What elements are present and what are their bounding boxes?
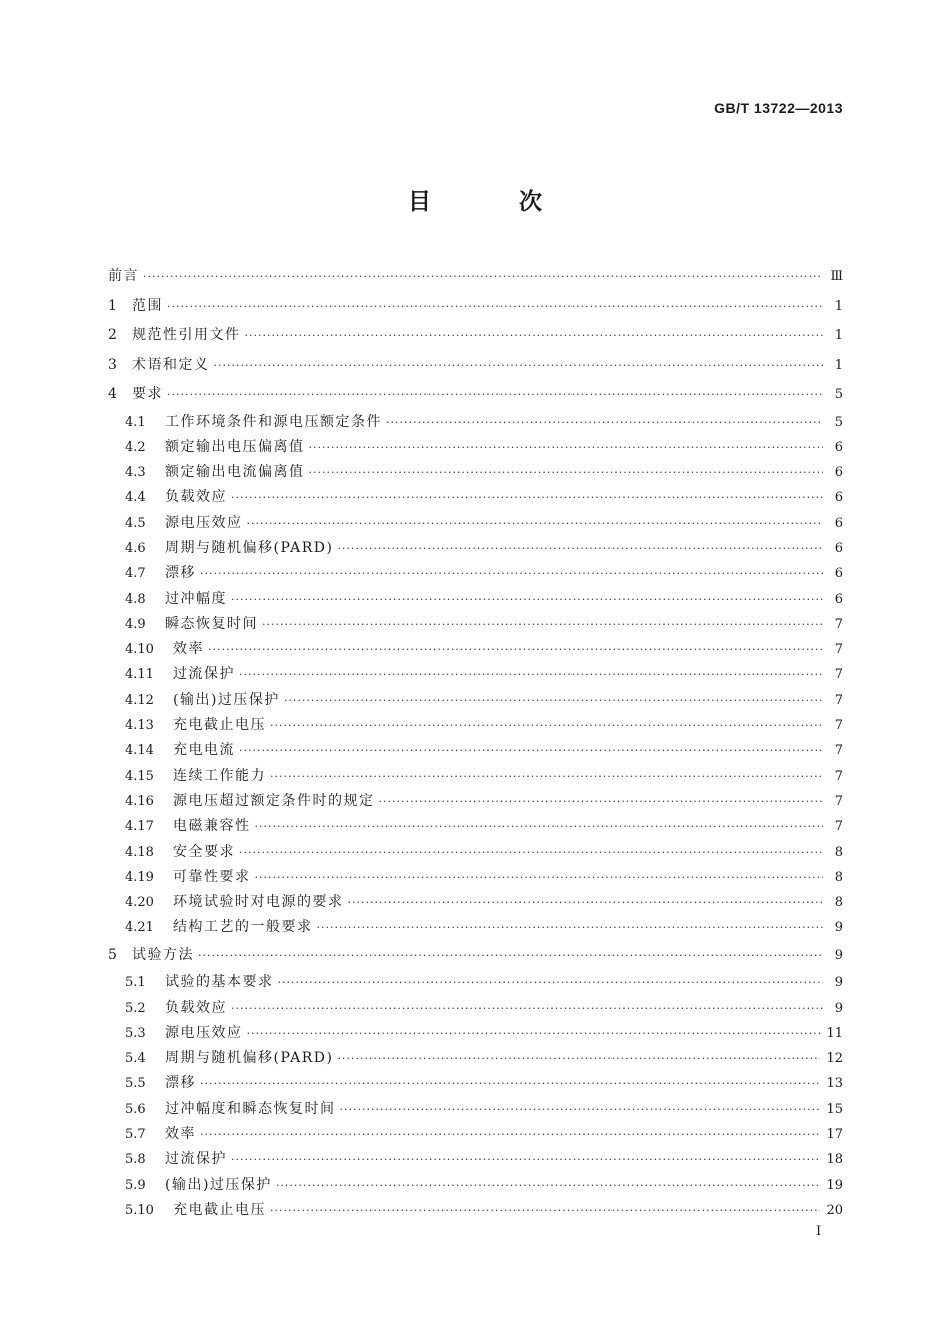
toc-entry-number: 4.9: [125, 616, 146, 632]
toc-entry-label: 安全要求: [173, 843, 235, 860]
toc-entry-number: 5.4: [125, 1051, 146, 1067]
toc-entry-number: 5.3: [125, 1025, 146, 1041]
toc-entry-number: 1: [108, 297, 117, 314]
dot-leader: [208, 637, 823, 662]
toc-entry-label: 过冲幅度和瞬态恢复时间: [165, 1100, 336, 1117]
toc-entry-page: 6: [834, 490, 843, 506]
toc-entry[interactable]: [108, 511, 843, 536]
toc-entry-label: 过流保护: [173, 666, 235, 683]
toc-entry-number: 4.10: [125, 642, 154, 658]
toc-entry[interactable]: [108, 890, 843, 915]
toc-entry-page: 7: [834, 768, 843, 784]
dot-leader: [231, 587, 823, 612]
dot-leader: [245, 321, 824, 351]
toc-entry-number: 2: [108, 327, 117, 343]
toc-entry-page: 7: [834, 692, 843, 708]
toc-entry-number: 4.18: [125, 844, 154, 860]
toc-entry-page: 7: [834, 718, 843, 734]
toc-entry[interactable]: [108, 1046, 843, 1071]
toc-entry[interactable]: [108, 1122, 843, 1147]
toc-entry-number: 4.20: [125, 895, 154, 911]
toc-entry-label: 要求: [132, 386, 163, 402]
dot-leader: [200, 561, 823, 586]
toc-entry-page: 5: [834, 387, 843, 402]
toc-entry-label: 效率: [173, 641, 204, 658]
toc-entry-label: 源电压效应: [165, 1024, 243, 1041]
dot-leader: [231, 996, 823, 1021]
toc-entry-page: 7: [834, 743, 843, 759]
dot-leader: [317, 915, 824, 940]
toc-entry[interactable]: [108, 1071, 843, 1096]
dot-leader: [200, 1071, 820, 1096]
toc-entry-page: 19: [826, 1177, 843, 1193]
toc-entry-number: 5.2: [125, 1000, 146, 1016]
dot-leader: [231, 1147, 820, 1172]
toc-entry-label: 结构工艺的一般要求: [173, 919, 313, 936]
toc-entry-label: 工作环境条件和源电压额定条件: [165, 413, 382, 430]
toc-entry-label: 连续工作能力: [173, 767, 266, 784]
page-title: 目 次: [407, 188, 582, 215]
dot-leader: [309, 435, 824, 460]
toc-entry-number: 3: [108, 356, 117, 373]
toc-entry[interactable]: [108, 262, 843, 292]
toc-entry[interactable]: [108, 460, 843, 485]
toc-entry-number: 5.10: [125, 1202, 154, 1218]
toc-entry[interactable]: [108, 561, 843, 586]
toc-entry-page: 6: [834, 515, 843, 531]
toc-entry[interactable]: [108, 485, 843, 510]
toc-entry[interactable]: [108, 435, 843, 460]
toc-entry-page: 6: [834, 591, 843, 607]
dot-leader: [247, 1021, 821, 1046]
toc-entry[interactable]: [108, 738, 843, 763]
dot-leader: [167, 380, 823, 410]
toc-entry[interactable]: [108, 536, 843, 561]
toc-entry-number: 4.5: [125, 515, 146, 531]
dot-leader: [278, 970, 824, 995]
toc-entry-page: 6: [834, 540, 843, 556]
dot-leader: [270, 764, 823, 789]
toc-entry-number: 5.9: [125, 1177, 146, 1193]
toc-entry-label: 漂移: [165, 1075, 196, 1092]
toc-entry[interactable]: [108, 1021, 843, 1046]
toc-entry-label: 额定输出电流偏离值: [165, 464, 305, 481]
toc-entry[interactable]: [108, 713, 843, 738]
toc-entry-label: 源电压效应: [165, 514, 243, 531]
toc-entry-page: 18: [826, 1152, 843, 1168]
dot-leader: [231, 485, 823, 510]
dot-leader: [239, 840, 823, 865]
toc-entry-number: 5: [108, 946, 117, 963]
toc-entry-label: 周期与随机偏移(PARD): [165, 539, 334, 556]
toc-entry-number: 5.7: [125, 1127, 146, 1143]
toc-entry-page: 1: [834, 298, 843, 314]
toc-entry-number: 4.3: [125, 465, 146, 481]
toc-entry-label: 过冲幅度: [165, 590, 227, 607]
toc-entry[interactable]: [108, 1097, 843, 1122]
toc-entry-label: 瞬态恢复时间: [165, 615, 258, 632]
toc-entry-page: 9: [834, 920, 843, 936]
toc-entry-page: 15: [826, 1101, 843, 1117]
toc-entry-number: 4.11: [125, 667, 154, 683]
toc-entry-page: 7: [834, 667, 843, 683]
toc-entry-number: 4.17: [125, 819, 154, 835]
toc-entry-number: 4.14: [125, 743, 154, 759]
toc-entry-page: 1: [834, 328, 843, 343]
toc-entry-page: 8: [834, 895, 843, 911]
toc-entry[interactable]: [108, 662, 843, 687]
toc-entry-number: 4.19: [125, 869, 154, 885]
toc-entry[interactable]: [108, 915, 843, 940]
toc-entry-number: 4.21: [125, 920, 154, 936]
toc-entry-page: 7: [834, 642, 843, 658]
toc-entry-page: 9: [834, 1000, 843, 1016]
toc-entry-label: 试验的基本要求: [165, 974, 274, 991]
dot-leader: [239, 662, 823, 687]
toc-entry-label: 负载效应: [165, 489, 227, 506]
toc-entry[interactable]: [108, 321, 843, 351]
toc-entry[interactable]: [108, 410, 843, 435]
toc-entry-label: 源电压超过额定条件时的规定: [173, 792, 375, 809]
dot-leader: [198, 941, 823, 971]
dot-leader: [239, 738, 823, 763]
toc-entry-label: 术语和定义: [132, 356, 210, 373]
toc-entry-page: 13: [826, 1076, 843, 1092]
toc-entry-number: 5.8: [125, 1152, 146, 1168]
toc-entry[interactable]: [108, 1198, 843, 1223]
dot-leader: [262, 612, 823, 637]
toc-entry[interactable]: [108, 1147, 843, 1172]
toc-entry-label: 漂移: [165, 565, 196, 582]
toc-entry-label: 负载效应: [165, 999, 227, 1016]
toc-entry-label: (输出)过压保护: [165, 1176, 272, 1193]
toc-entry-label: 环境试验时对电源的要求: [173, 894, 344, 911]
toc-entry-number: 4.12: [125, 692, 154, 708]
toc-entry-page: 12: [826, 1051, 843, 1067]
toc-entry-number: 4.13: [125, 718, 154, 734]
toc-entry-page: 7: [834, 793, 843, 809]
toc-entry[interactable]: [108, 970, 843, 995]
toc-entry-label: 过流保护: [165, 1151, 227, 1168]
dot-leader: [200, 1122, 820, 1147]
toc-entry[interactable]: [108, 688, 843, 713]
toc-entry[interactable]: [108, 292, 843, 322]
toc-entry-label: 试验方法: [132, 946, 194, 963]
toc-entry-label: 范围: [132, 297, 163, 314]
toc-entry-label: (输出)过压保护: [173, 691, 280, 708]
dot-leader: [386, 410, 823, 435]
toc-entry[interactable]: [108, 865, 843, 890]
toc-entry[interactable]: [108, 637, 843, 662]
dot-leader: [284, 688, 823, 713]
toc-entry[interactable]: [108, 380, 843, 410]
toc-entry-number: 4.6: [125, 540, 146, 556]
toc-entry-page: 6: [834, 465, 843, 481]
dot-leader: [348, 890, 824, 915]
toc-entry-label: 充电截止电压: [173, 1201, 266, 1218]
toc-entry[interactable]: [108, 612, 843, 637]
toc-entry[interactable]: [108, 1173, 843, 1198]
dot-leader: [255, 814, 824, 839]
toc-entry[interactable]: [108, 840, 843, 865]
toc-entry-number: 4.4: [125, 490, 146, 506]
toc-entry-number: 4.1: [125, 414, 146, 430]
toc-entry[interactable]: [108, 351, 843, 381]
toc-entry-label: 规范性引用文件: [132, 327, 241, 343]
footer-page-number: I: [816, 1224, 822, 1239]
dot-leader: [270, 1198, 820, 1223]
toc-entry-page: 11: [826, 1025, 843, 1041]
toc-entry-number: 4.15: [125, 768, 154, 784]
toc-entry-number: 4.16: [125, 793, 154, 809]
dot-leader: [276, 1173, 821, 1198]
toc-entry-number: 5.1: [125, 975, 146, 991]
toc-entry-label: 前言: [108, 268, 139, 284]
toc-entry[interactable]: [108, 764, 843, 789]
toc-entry-page: 9: [834, 947, 843, 963]
dot-leader: [379, 789, 824, 814]
toc-entry-number: 4.7: [125, 566, 146, 582]
dot-leader: [255, 865, 824, 890]
toc-entry-label: 充电截止电压: [173, 717, 266, 734]
toc-entry[interactable]: [108, 587, 843, 612]
toc-entry-page: 6: [834, 566, 843, 582]
toc-entry-page: 17: [826, 1127, 843, 1143]
dot-leader: [337, 536, 823, 561]
standard-number: GB/T 13722—2013: [714, 100, 843, 116]
toc-entry-label: 电磁兼容性: [173, 818, 251, 835]
dot-leader: [337, 1046, 820, 1071]
table-of-contents: [108, 262, 843, 1223]
toc-entry-label: 周期与随机偏移(PARD): [165, 1050, 334, 1067]
toc-entry-page: 8: [834, 844, 843, 860]
toc-entry-number: 5.5: [125, 1076, 146, 1092]
toc-entry-page: 5: [834, 414, 843, 430]
toc-entry-label: 充电电流: [173, 742, 235, 759]
toc-entry-number: 5.6: [125, 1101, 146, 1117]
toc-entry-number: 4.8: [125, 591, 146, 607]
dot-leader: [247, 511, 824, 536]
toc-entry[interactable]: [108, 789, 843, 814]
dot-leader: [167, 292, 823, 322]
dot-leader: [309, 460, 824, 485]
dot-leader: [340, 1097, 821, 1122]
toc-entry-label: 效率: [165, 1126, 196, 1143]
toc-entry-page: 7: [834, 616, 843, 632]
toc-entry-page: 20: [826, 1202, 843, 1218]
toc-entry-page: 8: [834, 869, 843, 885]
toc-entry[interactable]: [108, 941, 843, 971]
dot-leader: [143, 262, 823, 292]
toc-entry[interactable]: [108, 814, 843, 839]
toc-entry-page: 7: [834, 819, 843, 835]
toc-entry-page: Ⅲ: [830, 269, 843, 284]
toc-entry-page: 6: [834, 439, 843, 455]
toc-entry-page: 9: [834, 975, 843, 991]
toc-entry-number: 4: [108, 386, 117, 402]
dot-leader: [214, 351, 824, 381]
dot-leader: [270, 713, 823, 738]
toc-entry-number: 4.2: [125, 439, 146, 455]
toc-entry-page: 1: [834, 357, 843, 373]
toc-entry[interactable]: [108, 996, 843, 1021]
toc-entry-label: 额定输出电压偏离值: [165, 438, 305, 455]
toc-entry-label: 可靠性要求: [173, 868, 251, 885]
